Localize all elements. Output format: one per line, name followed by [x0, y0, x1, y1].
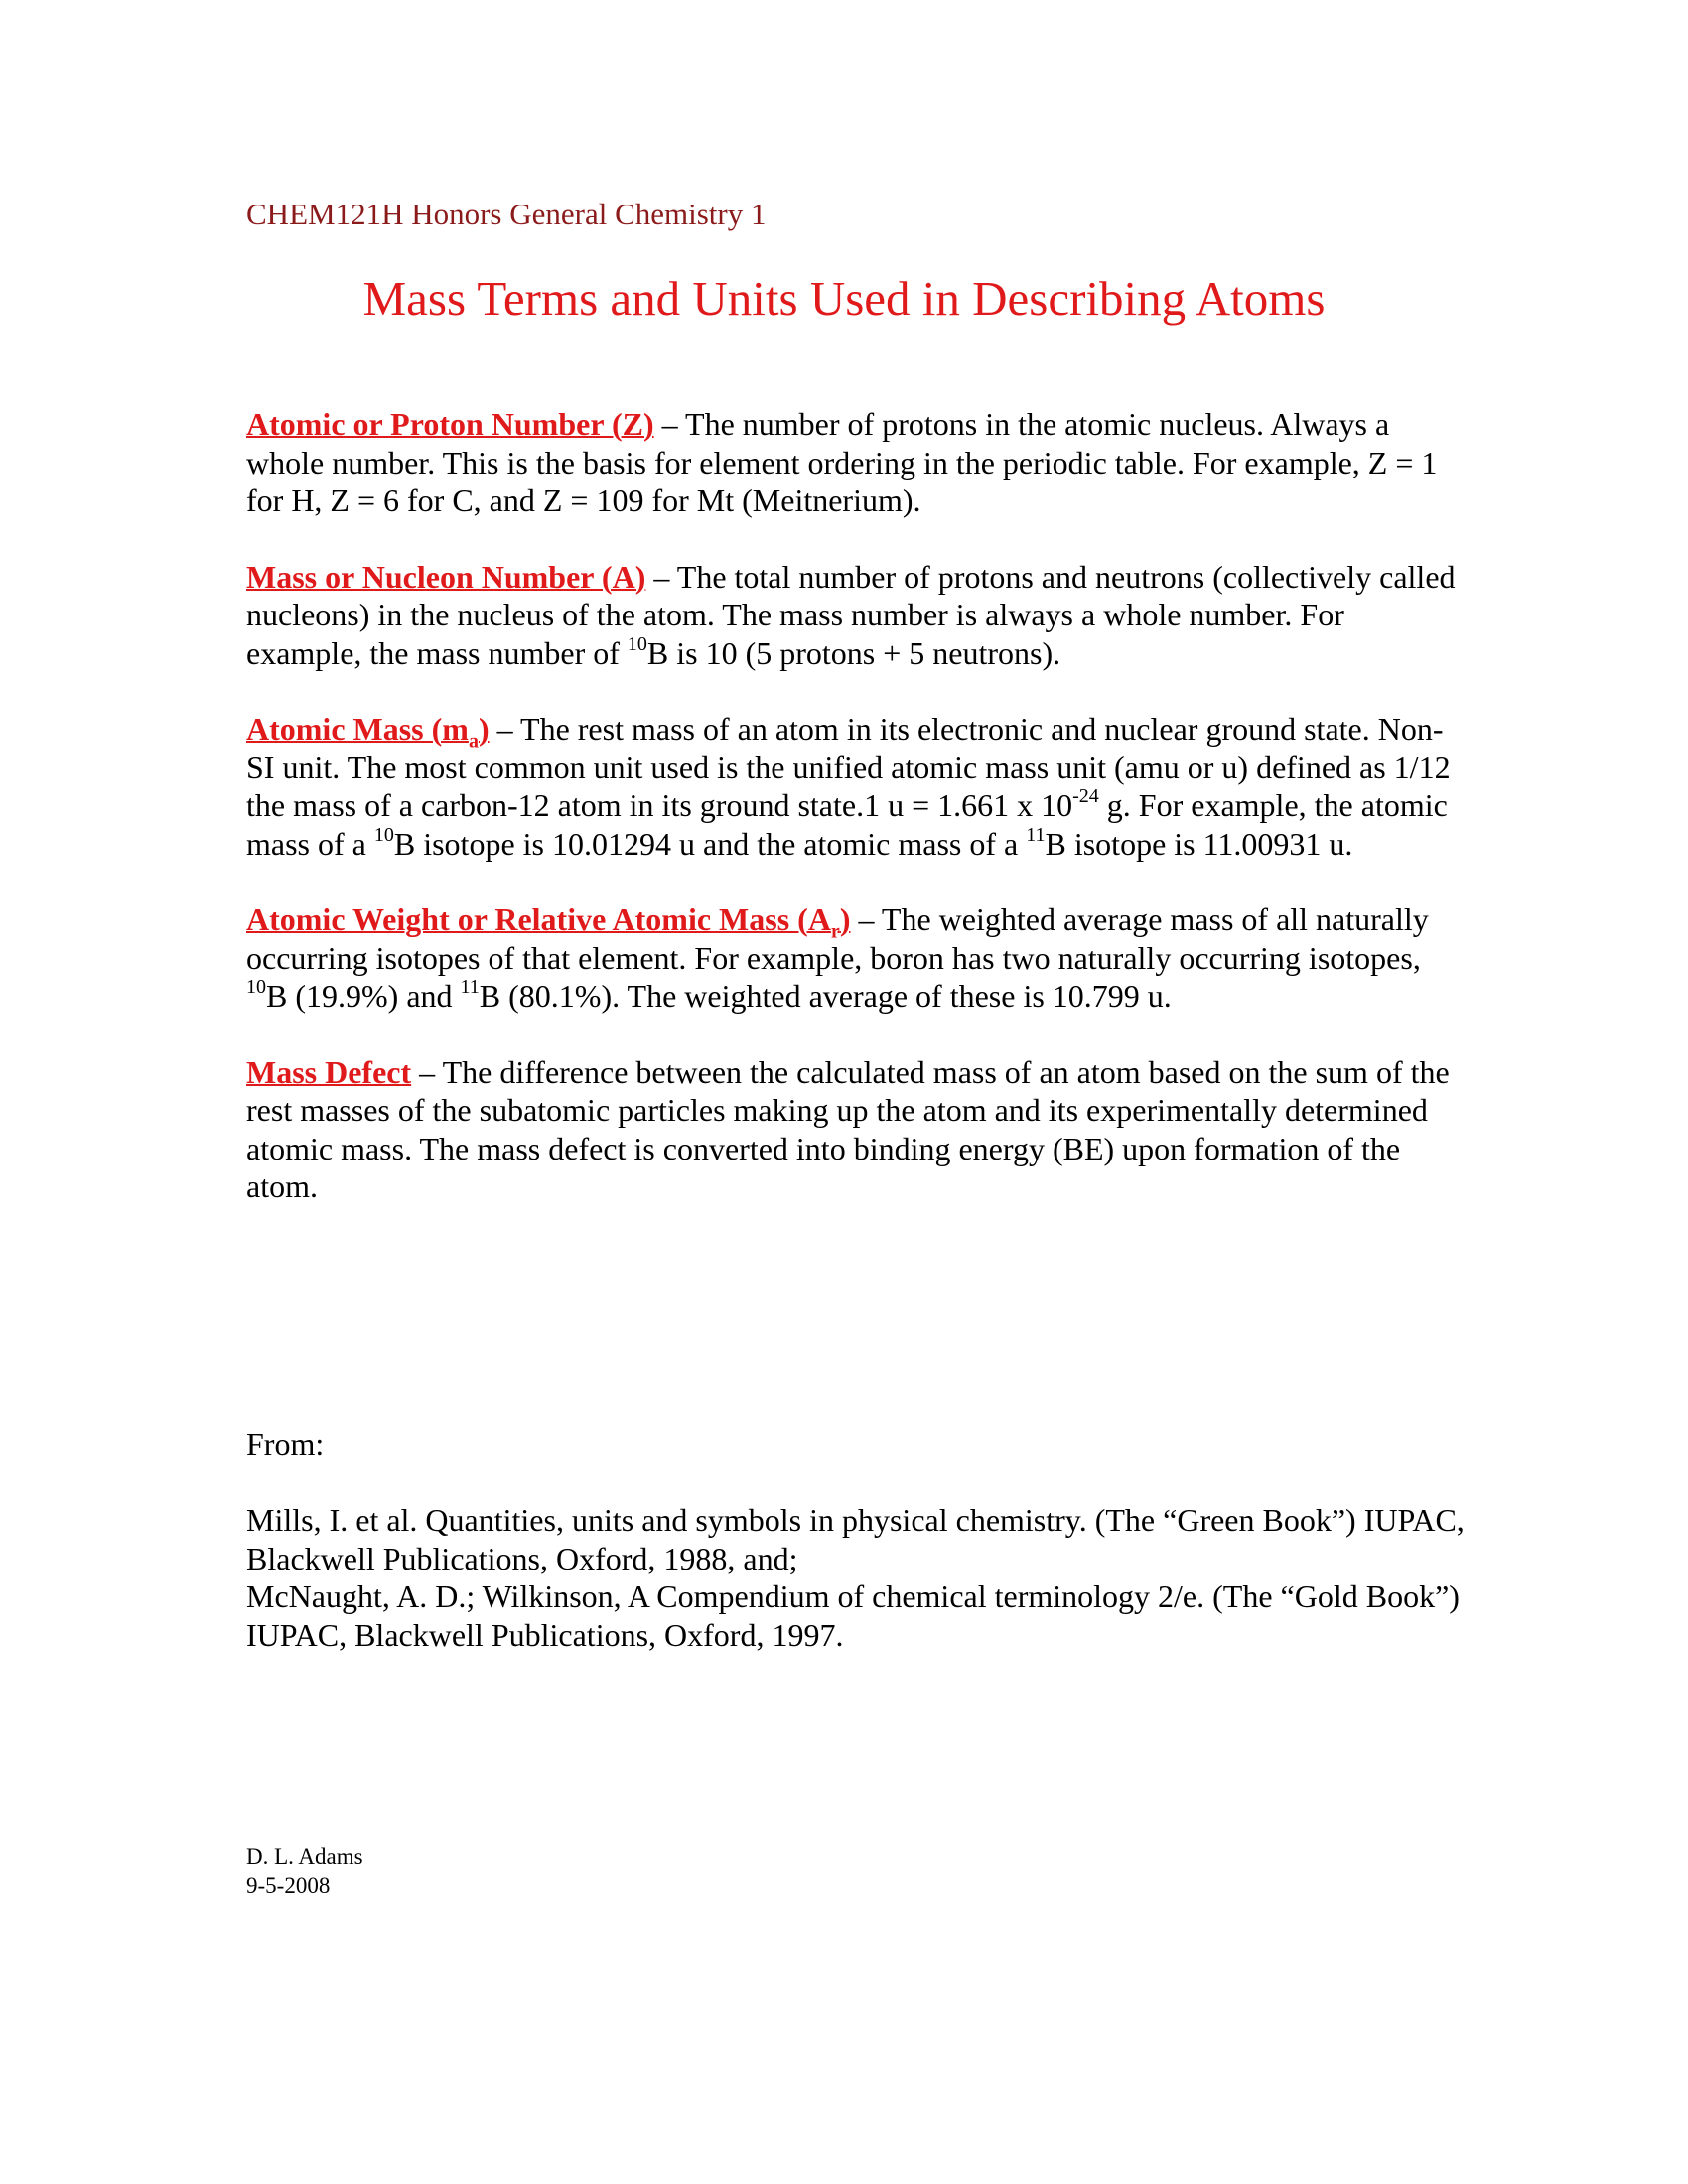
- term-close: ): [478, 711, 490, 747]
- term-mass-number: Mass or Nucleon Number (A): [246, 558, 646, 595]
- term-atomic-weight: [246, 901, 851, 943]
- sources-label: From:: [246, 1427, 325, 1462]
- definition-text: B (80.1%). The weighted average of these is 10.799 u.: [479, 978, 1172, 1014]
- isotope-superscript: 10: [627, 632, 647, 655]
- definition-atomic-weight: [246, 900, 1468, 1016]
- reference-gold-book: McNaught, A. D.; Wilkinson, A Compendium of chemical terminology 2/e. (The “Gold Book”) IUPAC, Blackwell Publications, Oxford, 1997.: [246, 1578, 1460, 1653]
- definition-atomic-mass: [246, 710, 1468, 863]
- definition-text: – The weighted average mass of all naturally occurring isotopes of that element. For example, boron has two naturally occurring isotopes,: [246, 901, 1429, 976]
- term-text: Atomic Weight or Relative Atomic Mass (A: [246, 901, 831, 937]
- references: [246, 1501, 1468, 1654]
- definitions: [246, 405, 1468, 1244]
- reference-green-book: Mills, I. et al. Quantities, units and symbols in physical chemistry. (The “Green Book”) IUPAC, Blackwell Publications, Oxford, 1988, and;: [246, 1502, 1465, 1576]
- term-close: ): [839, 901, 851, 937]
- definition-text: g. For example, the atomic mass of a: [246, 787, 1448, 862]
- term-atomic-number: Atomic or Proton Number (Z): [246, 406, 654, 442]
- isotope-superscript: 11: [1026, 823, 1046, 846]
- isotope-superscript: 11: [460, 976, 480, 999]
- course-header: CHEM121H Honors General Chemistry 1: [246, 197, 767, 231]
- definition-text: B isotope is 11.00931 u.: [1045, 825, 1353, 862]
- term-atomic-mass: [246, 711, 490, 752]
- term-subscript: r: [830, 920, 840, 943]
- term-text: Atomic Mass (m: [246, 711, 469, 747]
- isotope-superscript: 10: [246, 976, 266, 999]
- definition-mass-number: [246, 558, 1468, 673]
- definition-mass-defect: [246, 1053, 1468, 1206]
- definition-text: B (19.9%) and: [266, 978, 461, 1014]
- term-subscript: a: [468, 730, 479, 752]
- definition-text: – The total number of protons and neutrons (collectively called nucleons) in the nucleus of the atom. The mass number is always a whole number. For example, the mass number of: [246, 558, 1456, 671]
- term-mass-defect: Mass Defect: [246, 1053, 412, 1090]
- definition-text: – The difference between the calculated mass of an atom based on the sum of the rest masses of the subatomic particles making up the atom and its experimentally determined atomic mass. The mass defect is converted into binding energy (BE) upon formation of the atom.: [246, 1053, 1450, 1204]
- definition-text: – The number of protons in the atomic nucleus. Always a whole number. This is the basis for element ordering in the periodic table. For example, Z = 1 for H, Z = 6 for C, and Z = 109 for Mt (Meitnerium).: [246, 406, 1438, 518]
- definition-text: – The rest mass of an atom in its electronic and nuclear ground state. Non-SI unit. The most common unit used is the unified atomic mass unit (amu or u) defined as 1/12 the mass of a carbon-12 atom in its ground state.1 u = 1.661 x 10: [246, 711, 1451, 823]
- definition-atomic-number: [246, 405, 1468, 520]
- author-name: D. L. Adams: [246, 1844, 363, 1869]
- isotope-superscript: 10: [373, 823, 394, 846]
- page-title: Mass Terms and Units Used in Describing Atoms: [362, 271, 1326, 326]
- exponent-superscript: -24: [1072, 785, 1099, 808]
- definition-text: B isotope is 10.01294 u and the atomic mass of a: [393, 825, 1027, 862]
- definition-text: B is 10 (5 protons + 5 neutrons).: [646, 634, 1061, 671]
- document-date: 9-5-2008: [246, 1873, 331, 1898]
- author-block: [246, 1843, 363, 1900]
